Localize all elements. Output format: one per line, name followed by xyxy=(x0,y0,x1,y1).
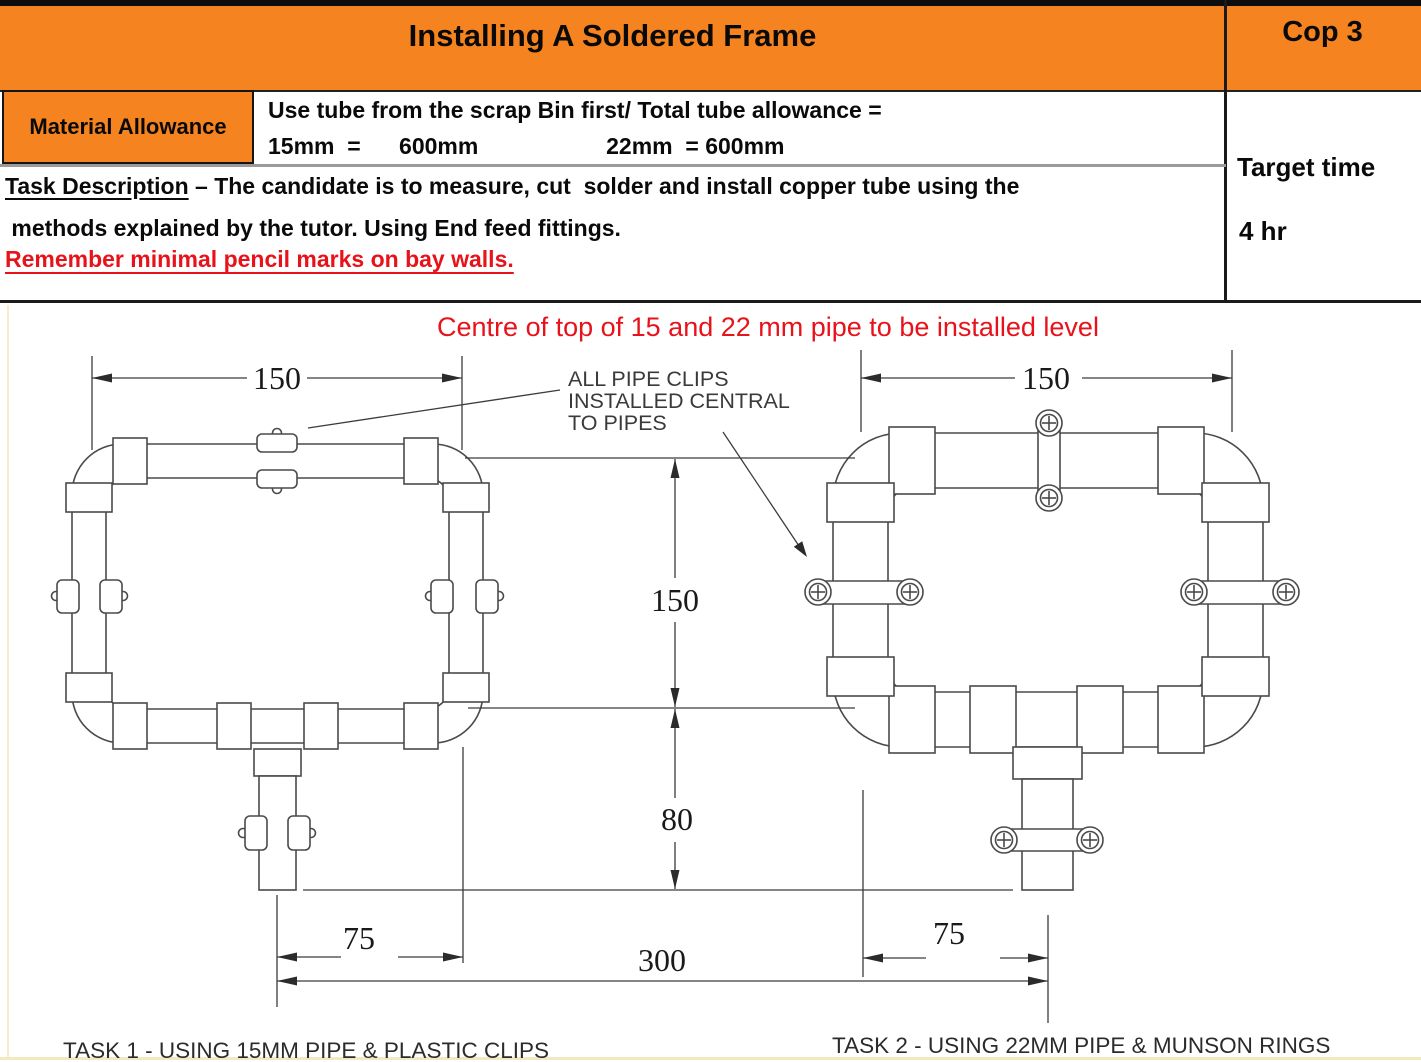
dim-task2-tail-offset: 75 xyxy=(933,915,965,951)
task-description-rest: – The candidate is to measure, cut solder and install copper tube using the xyxy=(188,173,1020,199)
target-time-value: 4 hr xyxy=(1239,216,1287,246)
task2-frame xyxy=(805,410,1299,890)
cop-number: Cop 3 xyxy=(1282,16,1363,48)
task2-pipe-inner xyxy=(888,488,1208,692)
task1-tee-outlet xyxy=(254,749,301,776)
task-description-line2: methods explained by the tutor. Using End feed fittings. xyxy=(5,215,621,241)
clips-note-line1: ALL PIPE CLIPS xyxy=(568,367,729,391)
dim-tail-spacing: 300 xyxy=(638,942,686,978)
level-note: Centre of top of 15 and 22 mm pipe to be installed level xyxy=(437,312,1099,342)
dim-task2-width: 150 xyxy=(1022,360,1070,396)
material-allowance-label: Material Allowance xyxy=(29,114,227,139)
clips-note-leader-left xyxy=(308,390,560,428)
task1-pipe-inner xyxy=(106,478,449,709)
page-title: Installing A Soldered Frame xyxy=(408,18,817,53)
task2-tee-outlet xyxy=(1013,747,1082,779)
clips-note-line2: INSTALLED CENTRAL xyxy=(568,389,790,413)
task1-caption: TASK 1 - USING 15MM PIPE & PLASTIC CLIPS xyxy=(63,1038,549,1062)
dim-frame-height: 150 xyxy=(651,582,699,618)
clips-note-line3: TO PIPES xyxy=(568,411,667,435)
allowance-line1: Use tube from the scrap Bin first/ Total tube allowance = xyxy=(268,97,882,123)
task2-caption: TASK 2 - USING 22MM PIPE & MUNSON RINGS xyxy=(832,1033,1331,1058)
clips-note-leader-right xyxy=(723,432,801,549)
reminder-text: Remember minimal pencil marks on bay walls. xyxy=(5,246,514,272)
target-time-label: Target time xyxy=(1237,152,1376,182)
dim-task1-tail-offset: 75 xyxy=(343,920,375,956)
leader-arrowhead xyxy=(794,541,807,557)
dim-task1-width: 150 xyxy=(253,360,301,396)
task-description-label: Task Description xyxy=(5,173,189,199)
allowance-line2: 15mm = 600mm 22mm = 600mm xyxy=(268,133,785,159)
dim-tail-length: 80 xyxy=(661,801,693,837)
task1-frame xyxy=(52,429,504,891)
